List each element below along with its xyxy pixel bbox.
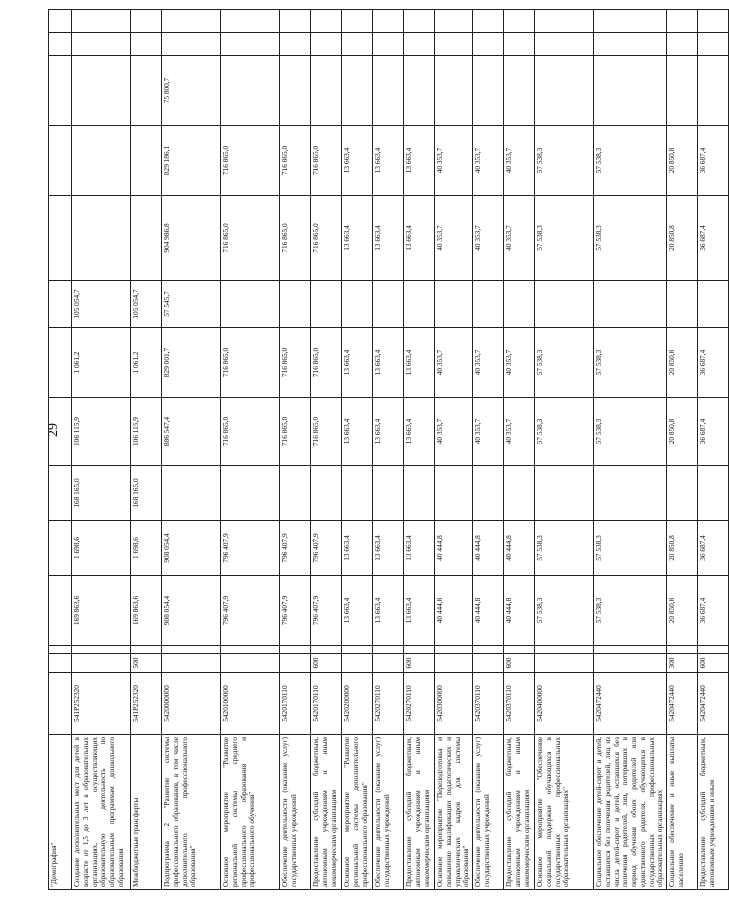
row-value-cell [373,466,404,521]
row-value-cell [342,56,373,126]
row-value-cell: 40 353,7 [435,126,473,196]
row-value-cell: 36 687,4 [698,328,729,398]
row-value-cell [311,33,342,56]
row-value-cell [311,466,342,521]
row-code-cell: 5420400000 [535,673,594,735]
row-vr-cell: 600 [698,654,729,673]
row-value-cell: 796 407,9 [311,576,342,646]
row-code-cell: 5420200000 [342,673,373,735]
row-value-cell: 40 353,7 [435,196,473,281]
row-value-cell: 716 865,0 [280,126,311,196]
row-value-cell: 796 407,9 [221,576,280,646]
row-value-cell [473,466,504,521]
row-value-cell [667,466,698,521]
row-value-cell [280,466,311,521]
row-vr-cell [373,654,404,673]
row-value-cell [72,56,131,126]
row-value-cell: 13 663,4 [373,398,404,466]
row-value-cell: 40 444,8 [435,521,473,576]
row-value-cell [594,646,667,654]
row-value-cell: 796 407,9 [280,521,311,576]
row-value-cell: 57 538,3 [535,196,594,281]
row-value-cell [49,466,72,521]
row-value-cell: 57 538,3 [594,126,667,196]
row-value-cell: 716 865,0 [311,126,342,196]
row-value-cell [311,10,342,33]
row-value-cell: 13 663,4 [342,196,373,281]
row-name-cell: Предоставление субсидий бюджетным, автономным учреждениям и иным некоммерческим организациям [504,735,535,890]
row-value-cell: 796 407,9 [280,576,311,646]
row-name-cell: Обеспечение деятельности (оказание услуг) государственных учреждений [280,735,311,890]
row-vr-cell [72,654,131,673]
row-value-cell: 168 165,0 [72,466,131,521]
row-value-cell [594,56,667,126]
row-value-cell [162,466,221,521]
row-value-cell: 57 538,3 [535,521,594,576]
row-value-cell: 40 353,7 [473,196,504,281]
row-vr-cell [594,654,667,673]
row-value-cell: 36 687,4 [698,196,729,281]
row-value-cell: 40 444,8 [435,576,473,646]
row-name-cell: "Демография" [49,735,72,890]
row-code-cell: 541P252320 [131,673,162,735]
row-value-cell [594,281,667,328]
row-code-cell: 5420000000 [162,673,221,735]
row-name-cell: Обеспечение деятельности (оказание услуг) государственных учреждений [373,735,404,890]
row-value-cell [504,466,535,521]
row-code-cell: 5420472440 [594,673,667,735]
row-value-cell [535,33,594,56]
row-vr-cell: 600 [311,654,342,673]
row-value-cell [162,33,221,56]
row-value-cell [667,281,698,328]
row-value-cell [72,126,131,196]
row-name-cell: Основное мероприятие "Развитие региональной системы среднего профессионального образования и профессионального обучения" [221,735,280,890]
row-value-cell: 13 663,4 [404,521,435,576]
row-code-cell: 5420472440 [667,673,698,735]
row-value-cell [667,33,698,56]
row-value-cell: 20 850,8 [667,328,698,398]
page-number: 29 [46,423,61,437]
row-name-cell: Социальное обеспечение и иные выплаты населению [667,735,698,890]
row-value-cell [280,33,311,56]
table-row [667,10,698,890]
row-value-cell [280,646,311,654]
row-value-cell [342,646,373,654]
row-value-cell: 57 538,3 [535,398,594,466]
row-value-cell: 40 444,8 [473,521,504,576]
row-value-cell [404,466,435,521]
row-value-cell [311,56,342,126]
row-value-cell [435,466,473,521]
row-value-cell: 40 353,7 [473,126,504,196]
row-value-cell: 13 663,4 [373,576,404,646]
row-value-cell [221,56,280,126]
row-value-cell [373,33,404,56]
row-code-cell: 5420472440 [698,673,729,735]
row-value-cell [342,10,373,33]
row-value-cell [504,646,535,654]
row-value-cell [373,646,404,654]
row-value-cell [504,10,535,33]
row-value-cell [504,33,535,56]
row-value-cell: 13 663,4 [342,398,373,466]
row-value-cell [535,10,594,33]
row-value-cell: 36 687,4 [698,521,729,576]
row-value-cell: 20 850,8 [667,196,698,281]
row-vr-cell [435,654,473,673]
row-value-cell [342,281,373,328]
row-value-cell: 57 538,3 [535,576,594,646]
row-value-cell [49,281,72,328]
row-value-cell: 40 353,7 [473,398,504,466]
row-value-cell: 20 850,8 [667,576,698,646]
row-value-cell [473,646,504,654]
row-value-cell [404,10,435,33]
row-value-cell [535,466,594,521]
row-code-cell: 5420300000 [435,673,473,735]
budget-table [48,9,729,890]
row-vr-cell: 300 [667,654,698,673]
row-value-cell: 1 061,2 [131,328,162,398]
row-value-cell: 57 538,3 [594,398,667,466]
row-value-cell: 57 538,3 [594,196,667,281]
row-code-cell: 5420270110 [404,673,435,735]
row-value-cell [435,281,473,328]
row-value-cell: 169 863,6 [72,576,131,646]
row-value-cell: 105 054,7 [131,281,162,328]
row-value-cell [698,33,729,56]
row-value-cell [221,281,280,328]
row-value-cell: 886 547,4 [162,398,221,466]
row-vr-cell [221,654,280,673]
row-value-cell [404,33,435,56]
row-value-cell: 40 353,7 [504,398,535,466]
row-value-cell [72,10,131,33]
row-value-cell [72,646,131,654]
row-vr-cell [162,654,221,673]
row-value-cell: 57 538,3 [594,576,667,646]
row-value-cell: 13 663,4 [373,328,404,398]
table-row [49,10,72,890]
row-value-cell: 40 444,8 [504,576,535,646]
row-value-cell: 40 353,7 [473,328,504,398]
row-vr-cell [473,654,504,673]
row-vr-cell [280,654,311,673]
row-value-cell: 57 538,3 [535,126,594,196]
row-value-cell [162,10,221,33]
row-value-cell [594,33,667,56]
row-value-cell: 716 865,0 [221,126,280,196]
table-row [131,10,162,890]
row-value-cell: 1 698,6 [72,521,131,576]
row-value-cell: 169 863,6 [131,576,162,646]
table-row [473,10,504,890]
row-value-cell [280,10,311,33]
row-code-cell: 5420270110 [373,673,404,735]
row-value-cell [535,56,594,126]
row-value-cell [221,33,280,56]
row-value-cell [49,56,72,126]
row-value-cell [698,466,729,521]
row-value-cell [49,33,72,56]
row-value-cell [535,646,594,654]
row-value-cell [504,281,535,328]
row-value-cell: 13 663,4 [404,196,435,281]
row-value-cell: 57 538,3 [535,328,594,398]
row-vr-cell: 600 [404,654,435,673]
row-value-cell [49,328,72,398]
table-row [535,10,594,890]
table-row [342,10,373,890]
row-value-cell [311,281,342,328]
row-value-cell [342,33,373,56]
row-value-cell [473,56,504,126]
row-value-cell: 20 850,8 [667,126,698,196]
row-value-cell: 36 687,4 [698,126,729,196]
row-value-cell: 13 663,4 [342,576,373,646]
row-value-cell: 75 800,7 [162,56,221,126]
row-value-cell: 40 353,7 [435,398,473,466]
row-value-cell [373,10,404,33]
row-value-cell: 36 687,4 [698,398,729,466]
row-value-cell [162,646,221,654]
row-name-cell: Основное мероприятие "Обеспечение социальной поддержки обучающихся в государственных профессиональных образовательных организациях" [535,735,594,890]
row-value-cell [404,281,435,328]
row-code-cell: 5420100000 [221,673,280,735]
table-row [404,10,435,890]
row-value-cell [698,646,729,654]
row-value-cell: 716 865,0 [280,398,311,466]
row-value-cell [280,56,311,126]
row-name-cell: Социальное обеспечение детей-сирот и детей, оставшихся без попечения родителей, лиц из числа детей-сирот и детей, оставшихся без попечения родителей, лиц, потерявших в период обучения обоих родителей или единственного родителя, обучающихся в государственных профессиональных образовательных организациях [594,735,667,890]
row-value-cell: 716 865,0 [221,196,280,281]
row-value-cell [473,281,504,328]
row-value-cell [72,196,131,281]
table-row [594,10,667,890]
row-value-cell: 716 865,0 [221,328,280,398]
budget-table-container [48,10,716,890]
row-value-cell: 829 186,1 [162,126,221,196]
row-value-cell [435,33,473,56]
row-value-cell: 57 538,3 [594,521,667,576]
row-vr-cell [49,654,72,673]
row-value-cell [280,281,311,328]
row-value-cell [49,10,72,33]
row-value-cell: 1 061,2 [72,328,131,398]
row-value-cell: 40 353,7 [504,196,535,281]
row-value-cell [49,196,72,281]
row-value-cell: 106 115,9 [72,398,131,466]
row-value-cell [504,56,535,126]
row-name-cell: Предоставление субсидий бюджетным, автономным учреждениям и иным [698,735,729,890]
row-value-cell: 13 663,4 [404,576,435,646]
row-value-cell: 106 115,9 [131,398,162,466]
row-value-cell [342,466,373,521]
row-value-cell: 716 865,0 [311,328,342,398]
row-name-cell: Предоставление субсидий бюджетным, автономным учреждениям и иным некоммерческим организациям [311,735,342,890]
row-code-cell: 5420170110 [311,673,342,735]
row-value-cell: 908 054,4 [162,576,221,646]
row-value-cell: 40 353,7 [504,328,535,398]
row-value-cell [373,281,404,328]
row-value-cell [698,56,729,126]
row-value-cell: 20 850,8 [667,398,698,466]
row-value-cell: 796 407,9 [221,521,280,576]
row-name-cell: Обеспечение деятельности (оказание услуг) государственных учреждений [473,735,504,890]
row-value-cell [473,33,504,56]
row-value-cell [594,466,667,521]
row-vr-cell [535,654,594,673]
row-value-cell: 20 850,8 [667,521,698,576]
row-name-cell: Предоставление субсидий бюджетным, автономным учреждениям и иным некоммерческим организациям [404,735,435,890]
row-value-cell [435,10,473,33]
row-value-cell [698,281,729,328]
row-value-cell [131,56,162,126]
row-vr-cell: 500 [131,654,162,673]
row-value-cell: 716 865,0 [280,328,311,398]
table-row [221,10,280,890]
table-row [162,10,221,890]
row-value-cell: 13 663,4 [342,521,373,576]
row-value-cell: 13 663,4 [404,398,435,466]
row-value-cell [49,521,72,576]
row-value-cell: 168 165,0 [131,466,162,521]
row-value-cell [594,10,667,33]
row-value-cell [49,576,72,646]
row-value-cell: 40 444,8 [504,521,535,576]
row-code-cell: 5420370110 [504,673,535,735]
row-value-cell: 57 538,3 [594,328,667,398]
row-code-cell [49,673,72,735]
row-value-cell: 13 663,4 [404,126,435,196]
row-value-cell: 36 687,4 [698,576,729,646]
table-row [504,10,535,890]
row-value-cell [49,398,72,466]
row-name-cell: Подпрограмма 2 "Развитие системы профессионального образования, в том числе дополнительного профессионального образования" [162,735,221,890]
row-value-cell [131,10,162,33]
row-value-cell: 716 865,0 [221,398,280,466]
row-name-cell: Межбюджетные трансферты [131,735,162,890]
row-value-cell: 13 663,4 [404,328,435,398]
row-value-cell: 105 054,7 [72,281,131,328]
row-value-cell [131,196,162,281]
row-vr-cell: 600 [504,654,535,673]
table-row [280,10,311,890]
row-value-cell [49,126,72,196]
row-value-cell [221,466,280,521]
row-value-cell [49,646,72,654]
row-value-cell [667,646,698,654]
row-value-cell: 829 001,7 [162,328,221,398]
row-value-cell: 1 698,6 [131,521,162,576]
row-value-cell: 40 353,7 [435,328,473,398]
row-value-cell: 716 865,0 [280,196,311,281]
row-value-cell: 13 663,4 [373,521,404,576]
row-value-cell [221,646,280,654]
table-row [311,10,342,890]
row-value-cell: 40 353,7 [504,126,535,196]
row-value-cell: 716 865,0 [311,196,342,281]
row-value-cell: 13 663,4 [342,328,373,398]
row-vr-cell [342,654,373,673]
row-name-cell: Основное мероприятие "Переподготовка и повышение квалификации педагогических и управленческих кадров для системы образования" [435,735,473,890]
row-value-cell [404,56,435,126]
row-name-cell: Создание дополнительных мест для детей в возрасте от 1,5 до 3 лет в образовательных организациях, осуществляющих образовательную деятельность по образовательным программам дошкольного образования [72,735,131,890]
row-value-cell [131,126,162,196]
row-value-cell [667,56,698,126]
row-value-cell [435,56,473,126]
row-value-cell [698,10,729,33]
table-row [72,10,131,890]
row-value-cell [373,56,404,126]
row-code-cell: 5420170110 [280,673,311,735]
table-row [435,10,473,890]
row-value-cell: 57 545,7 [162,281,221,328]
row-value-cell [667,10,698,33]
row-value-cell [311,646,342,654]
row-value-cell [404,646,435,654]
row-code-cell: 5420370110 [473,673,504,735]
row-value-cell: 908 054,4 [162,521,221,576]
row-value-cell [131,646,162,654]
row-value-cell: 13 663,4 [342,126,373,196]
row-value-cell [535,281,594,328]
row-name-cell: Основное мероприятие "Развитие региональной системы дополнительного профессионального образования" [342,735,373,890]
row-value-cell [473,10,504,33]
row-value-cell: 13 663,4 [373,126,404,196]
row-code-cell: 541P252320 [72,673,131,735]
table-row [698,10,729,890]
row-value-cell [435,646,473,654]
row-value-cell: 904 986,8 [162,196,221,281]
row-value-cell [221,10,280,33]
row-value-cell [131,33,162,56]
row-value-cell [72,33,131,56]
row-value-cell: 13 663,4 [373,196,404,281]
row-value-cell: 40 444,8 [473,576,504,646]
row-value-cell: 796 407,9 [311,521,342,576]
table-row [373,10,404,890]
row-value-cell: 716 865,0 [311,398,342,466]
